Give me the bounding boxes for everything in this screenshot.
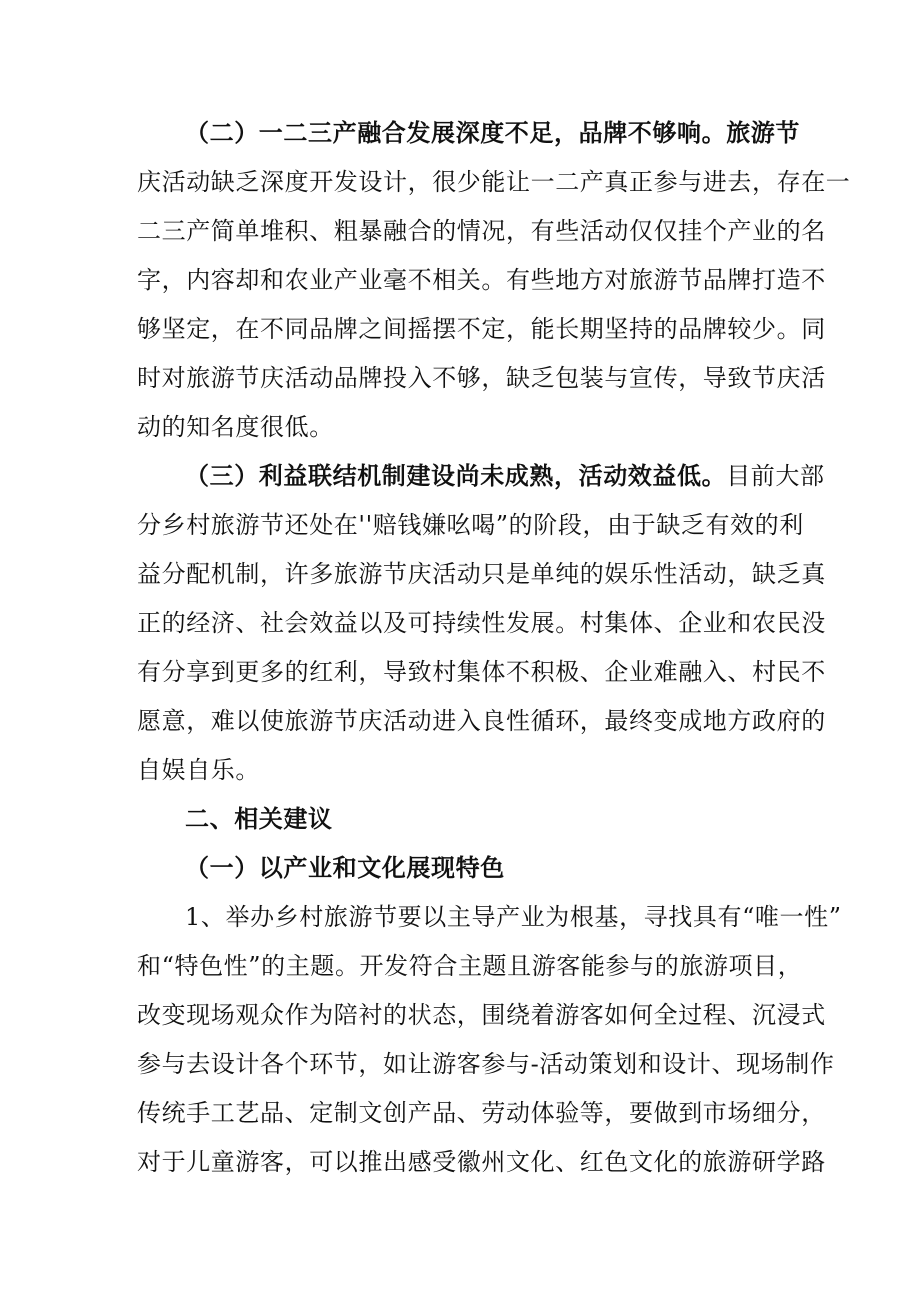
paragraph-1-lead: （二）一二三产融合发展深度不足，品牌不够响。旅游 — [185, 118, 776, 147]
section-heading: 二、相关建议 — [185, 804, 333, 833]
paragraph-3-line-1: 1、举办乡村旅游节要以主导产业为根基，寻找具有“唯一性” — [185, 903, 842, 931]
paragraph-1-line-2: 庆活动缺乏深度开发设计，很少能让一二产真正参与进去，存在一 — [137, 168, 851, 196]
paragraph-2-line-6: 愿意，难以使旅游节庆活动进入良性循环，最终变成地方政府的 — [137, 707, 826, 735]
paragraph-2-line-5: 有分享到更多的红利，导致村集体不积极、企业难融入、村民不 — [137, 658, 826, 686]
paragraph-1-line-4: 字，内容却和农业产业毫不相关。有些地方对旅游节品牌打造不 — [137, 266, 826, 294]
paragraph-2-line-1 — [185, 461, 825, 491]
paragraph-2-line-3: 益分配机制，许多旅游节庆活动只是单纯的娱乐性活动，缺乏真 — [137, 560, 826, 588]
paragraph-1-line-7: 动的知名度很低。 — [137, 413, 334, 441]
paragraph-3-line-3: 改变现场观众作为陪衬的状态，围绕着游客如何全过程、沉浸式 — [137, 1001, 826, 1029]
paragraph-2-line-2: 分乡村旅游节还处在''赔钱嫌吆喝”的阶段，由于缺乏有效的利 — [137, 511, 804, 539]
paragraph-3-line-2: 和“特色性”的主题。开发符合主题且游客能参与的旅游项目， — [137, 952, 803, 980]
paragraph-1-line-1-tail: 节 — [775, 118, 801, 147]
paragraph-1-line-6: 时对旅游节庆活动品牌投入不够，缺乏包装与宣传，导致节庆活 — [137, 364, 826, 392]
paragraph-1-line-1 — [185, 118, 801, 148]
paragraph-2-line-7: 自娱自乐。 — [137, 756, 260, 784]
subsection-heading: （一）以产业和文化展现特色 — [185, 853, 505, 882]
paragraph-1-line-3: 二三产简单堆积、粗暴融合的情况，有些活动仅仅挂个产业的名 — [137, 217, 826, 245]
paragraph-1-line-5: 够坚定，在不同品牌之间摇摆不定，能长期坚持的品牌较少。同 — [137, 315, 826, 343]
paragraph-2-line-1-tail: 目前大部 — [726, 462, 825, 490]
paragraph-3-line-5: 传统手工艺品、定制文创产品、劳动体验等，要做到市场细分， — [137, 1099, 826, 1127]
paragraph-2-line-4: 正的经济、社会效益以及可持续性发展。村集体、企业和农民没 — [137, 609, 826, 637]
paragraph-2-lead: （三）利益联结机制建设尚未成熟，活动效益低。 — [185, 461, 727, 490]
paragraph-3-line-6: 对于儿童游客，可以推出感受徽州文化、红色文化的旅游研学路 — [137, 1148, 826, 1176]
paragraph-3-line-4: 参与去设计各个环节，如让游客参与-活动策划和设计、现场制作 — [137, 1050, 835, 1078]
